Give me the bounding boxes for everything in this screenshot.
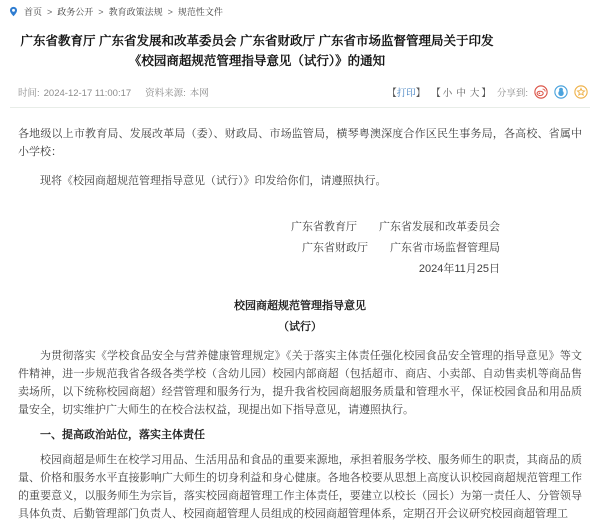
salutation: 各地级以上市教育局、发展改革局（委）、财政局、市场监管局，横琴粤澳深度合作区民生事务局，各高校、省属中小学校：	[18, 128, 582, 158]
signature-line: 广东省财政厅 广东省市场监督管理局	[302, 242, 500, 254]
page-title	[0, 18, 600, 71]
signature-date: 2024年11月25日	[418, 263, 500, 275]
signature-line: 广东省教育厅 广东省发展和改革委员会	[291, 221, 500, 233]
breadcrumb-item-edu-policy[interactable]: 教育政策法规	[108, 7, 163, 17]
meta-bar	[18, 85, 588, 99]
breadcrumb-item-home[interactable]: 首页	[24, 7, 43, 17]
preamble-paragraph: 为贯彻落实《学校食品安全与营养健康管理规定》《关于落实主体责任强化校园食品安全管理的指导意见》等文件精神，进一步规范我省各级各类学校（含幼儿园）校园内部商超（包括超市、商店、小卖部、自动售卖机等商品售卖场所，以下统称校园商超）经营管理和服务行为，提升我省校园商超服务质量和管理水平，保证校园食品和用品质量安全，切实维护广大师生的在校合法权益，现提出如下指导意见，请遵照执行。	[18, 350, 582, 416]
signature-block	[18, 217, 582, 280]
breadcrumb-item-gov-info[interactable]: 政务公开	[57, 7, 94, 17]
source-value: 本网	[189, 88, 209, 99]
meta-info	[18, 85, 213, 99]
breadcrumb-item-normative-docs[interactable]: 规范性文件	[177, 7, 223, 17]
page-title-line2: 《校园商超规范管理指导意见（试行）》的通知	[128, 54, 386, 68]
share-weibo-icon[interactable]	[534, 85, 548, 99]
bracket: 】	[415, 88, 426, 99]
breadcrumb	[0, 0, 600, 18]
attachment-title: 校园商超规范管理指导意见	[234, 300, 366, 312]
share-label: 分享到:	[496, 88, 528, 99]
location-pin-icon	[8, 6, 19, 17]
section-1-paragraph: 校园商超是师生在校学习用品、生活用品和食品的重要来源地，承担着服务学校、服务师生的职责，其商品的质量、价格和服务水平直接影响广大师生的切身利益和身心健康。各地各校要从思想上高度认识校园商超规范管理工作的重要意义，以服务师生为宗旨，落实校园商超管理工作主体责任，要建立以校长（园长）为第一责任人、分管领导具体负责、后勤管理部门负责人、校园商超管理人员组成的校园商超管理体系，定期召开会议研究校园商超管理工	[18, 454, 582, 520]
font-large-button[interactable]: 大	[469, 88, 480, 99]
print-label: 打印	[396, 88, 416, 99]
source-label: 资料来源:	[145, 88, 186, 99]
font-medium-button[interactable]: 中	[456, 88, 466, 99]
print-button[interactable]	[387, 85, 425, 99]
attachment-subtitle: （试行）	[278, 321, 322, 333]
time-label: 时间:	[18, 88, 40, 99]
meta-actions	[387, 85, 588, 99]
section-1-heading: 一、提高政治站位，落实主体责任	[40, 429, 205, 441]
time-value: 2024-12-17 11:00:17	[43, 88, 132, 99]
breadcrumb-separator: >	[47, 6, 53, 17]
bracket: 【	[431, 88, 441, 99]
breadcrumb-separator: >	[98, 6, 104, 17]
share-star-icon[interactable]	[574, 85, 588, 99]
font-size-control	[431, 85, 491, 99]
font-small-button[interactable]: 小	[442, 88, 453, 99]
bracket: 【	[387, 88, 397, 99]
bracket: 】	[481, 88, 491, 99]
divider	[10, 107, 590, 108]
page-title-line1: 广东省教育厅 广东省发展和改革委员会 广东省财政厅 广东省市场监督管理局关于印发	[20, 34, 494, 48]
document-body	[0, 125, 600, 523]
share-qq-icon[interactable]	[554, 85, 568, 99]
breadcrumb-separator: >	[167, 6, 173, 17]
intro-paragraph: 现将《校园商超规范管理指导意见（试行）》印发给你们，请遵照执行。	[40, 175, 387, 187]
